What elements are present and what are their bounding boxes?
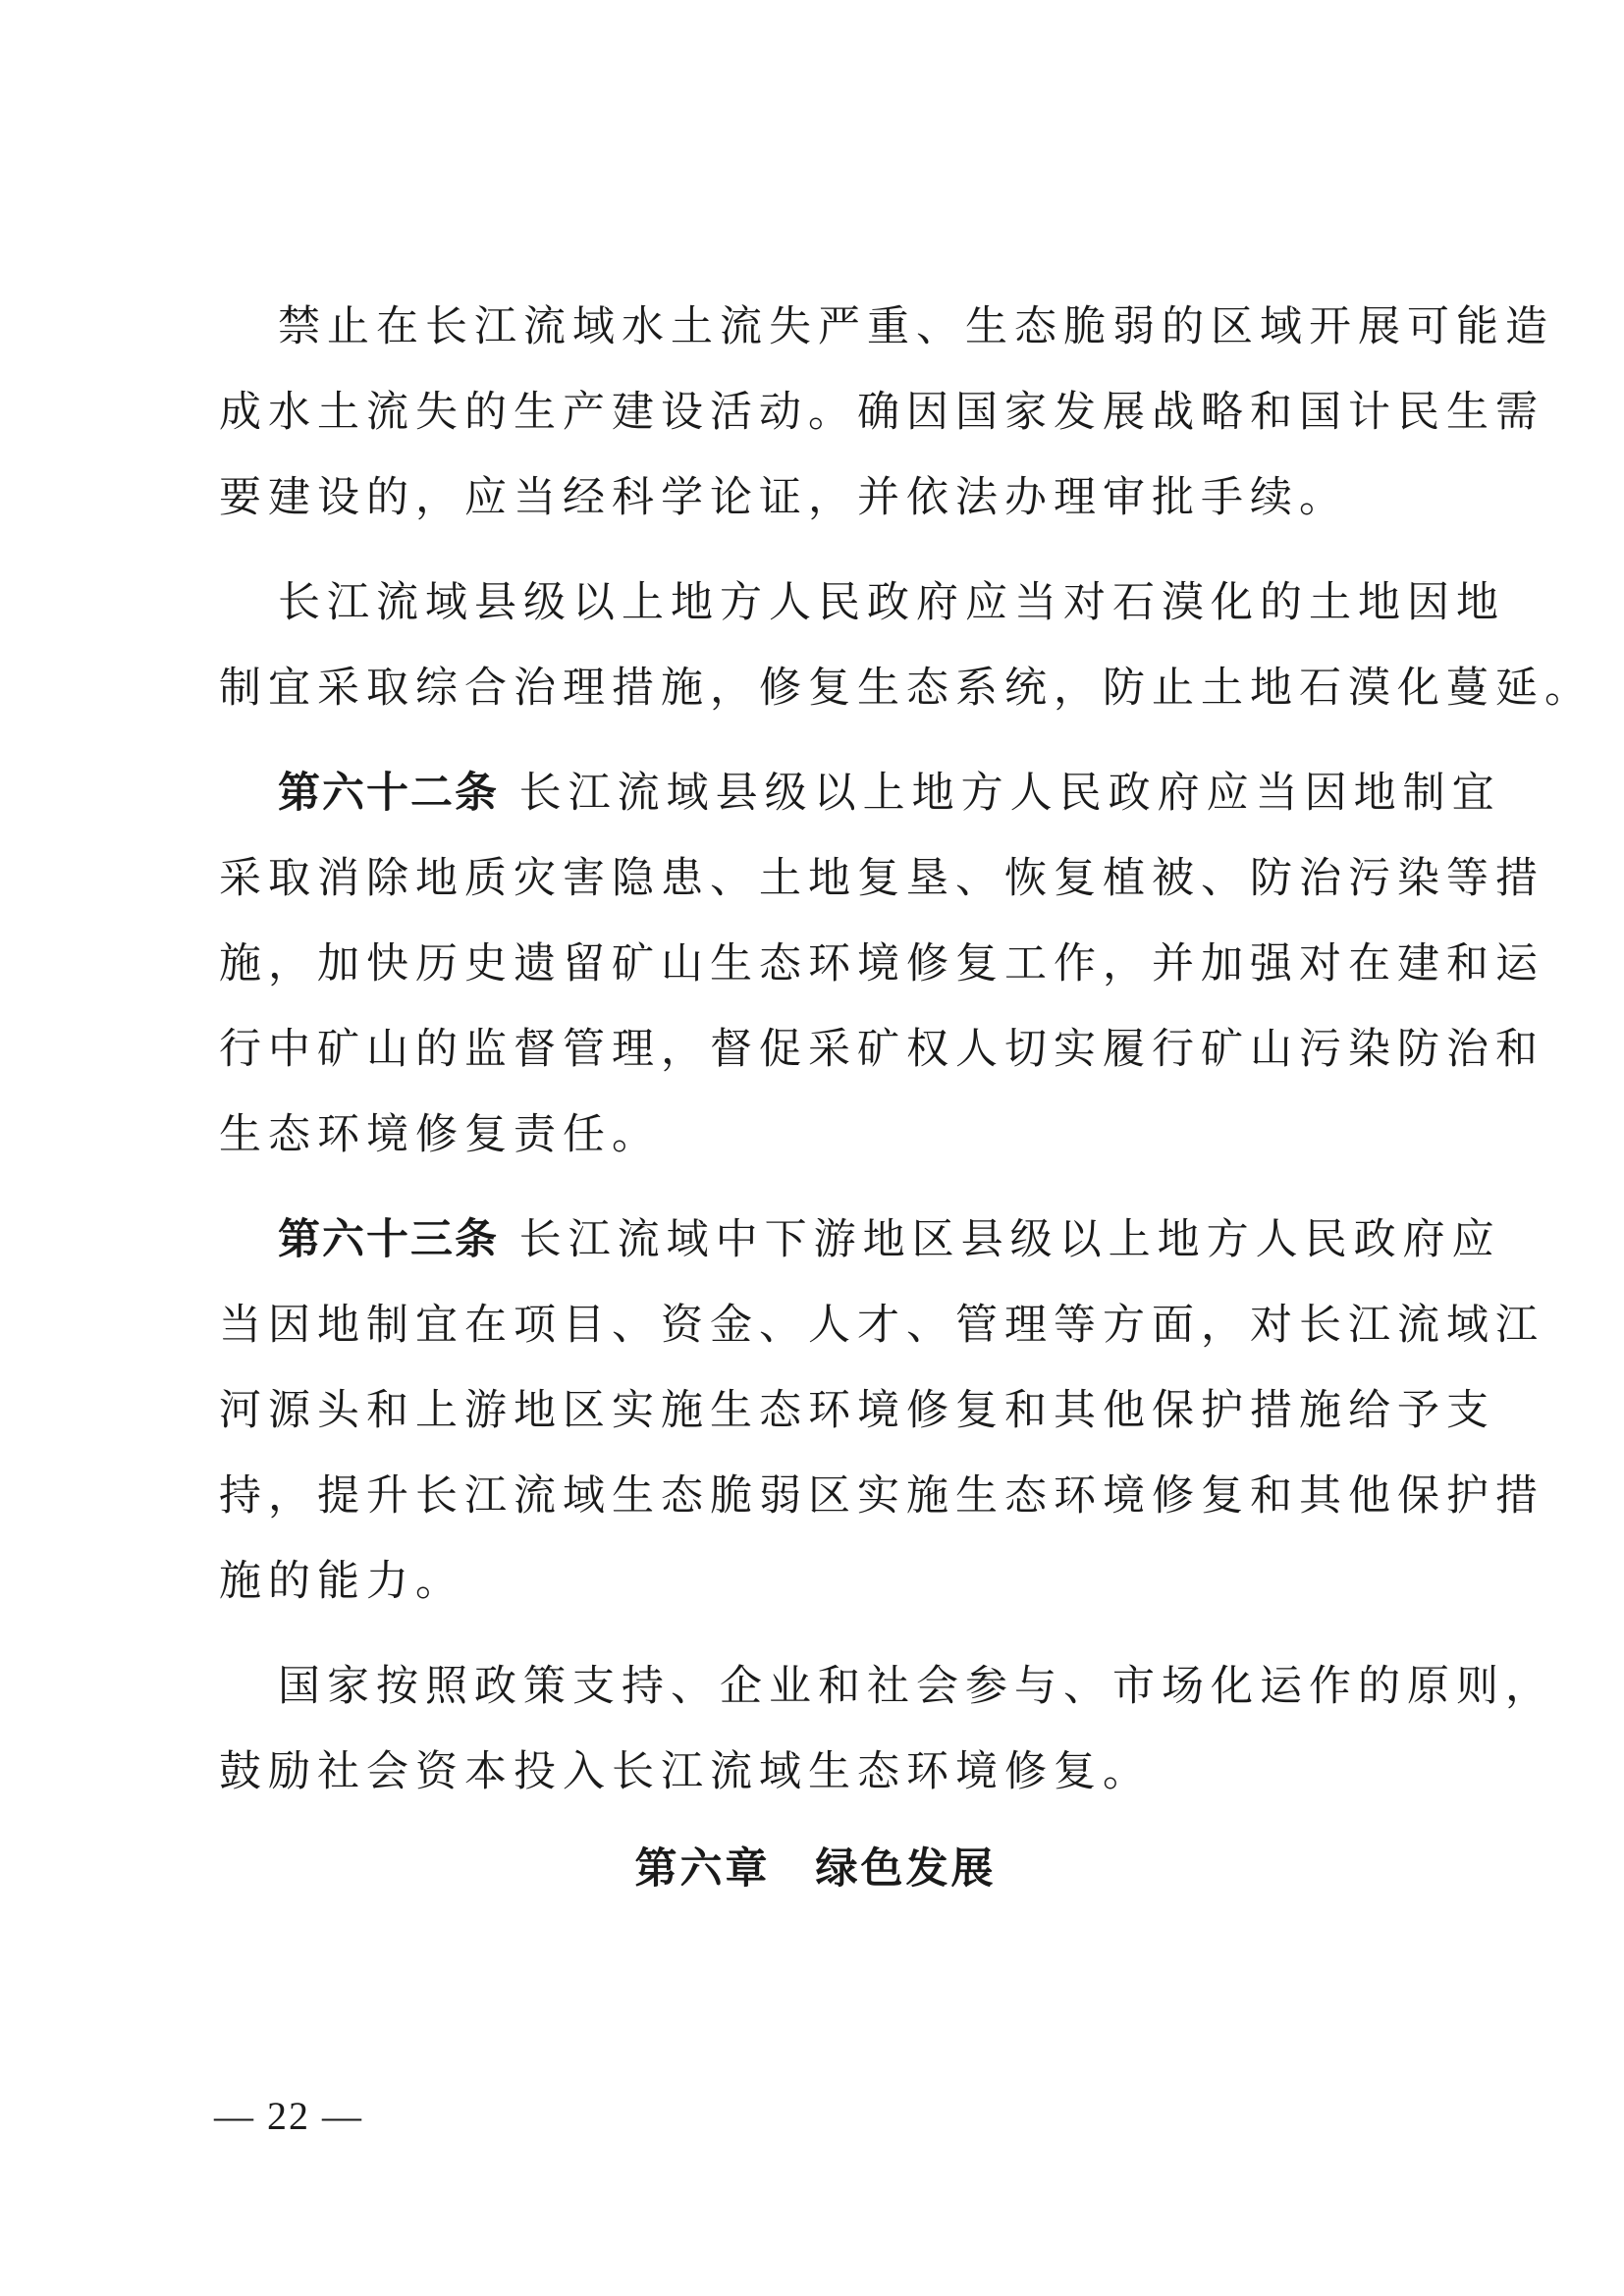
article-text: 长江流域中下游地区县级以上地方人民政府应 [518, 1215, 1501, 1264]
article-63 [219, 1198, 1544, 1625]
paragraph-rocky-desertification [219, 561, 1594, 731]
text-line: 鼓励社会资本投入长江流域生态环境修复。 [219, 1747, 1152, 1796]
text-line: 禁止在长江流域水土流失严重、生态脆弱的区域开展可能造 [278, 302, 1554, 351]
text-line: 施的能力。 [219, 1557, 464, 1606]
article-number: 第六十三条 [278, 1215, 499, 1264]
text-line: 生态环境修复责任。 [219, 1110, 661, 1159]
text-line: 行中矿山的监督管理，督促采矿权人切实履行矿山污染防治和 [219, 1025, 1544, 1074]
document-body [219, 285, 1594, 1912]
chapter-heading: 第六章 绿色发展 [634, 1844, 997, 1894]
article-text: 长江流域县级以上地方人民政府应当因地制宜 [518, 769, 1501, 818]
article-62 [219, 751, 1544, 1178]
text-line: 采取消除地质灾害隐患、土地复垦、恢复植被、防治污染等措 [219, 854, 1544, 903]
text-line: 制宜采取综合治理措施，修复生态系统，防止土地石漠化蔓延。 [219, 664, 1594, 713]
article-number: 第六十二条 [278, 769, 499, 818]
paragraph-social-capital [219, 1644, 1554, 1815]
text-line: 要建设的，应当经科学论证，并依法办理审批手续。 [219, 473, 1348, 522]
text-line: 河源头和上游地区实施生态环境修复和其他保护措施给予支 [219, 1386, 1495, 1435]
text-line: 国家按照政策支持、企业和社会参与、市场化运作的原则， [278, 1662, 1554, 1711]
text-line [219, 751, 1501, 836]
text-line [219, 1198, 1501, 1283]
text-line: 长江流域县级以上地方人民政府应当对石漠化的土地因地 [278, 578, 1505, 627]
page-number: — 22 — [214, 2094, 363, 2138]
text-line: 持，提升长江流域生态脆弱区实施生态环境修复和其他保护措 [219, 1471, 1544, 1521]
text-line: 施，加快历史遗留矿山生态环境修复工作，并加强对在建和运 [219, 939, 1544, 988]
paragraph-soil-erosion [219, 285, 1554, 541]
text-line: 当因地制宜在项目、资金、人才、管理等方面，对长江流域江 [219, 1301, 1544, 1350]
text-line: 成水土流失的生产建设活动。确因国家发展战略和国计民生需 [219, 388, 1544, 437]
